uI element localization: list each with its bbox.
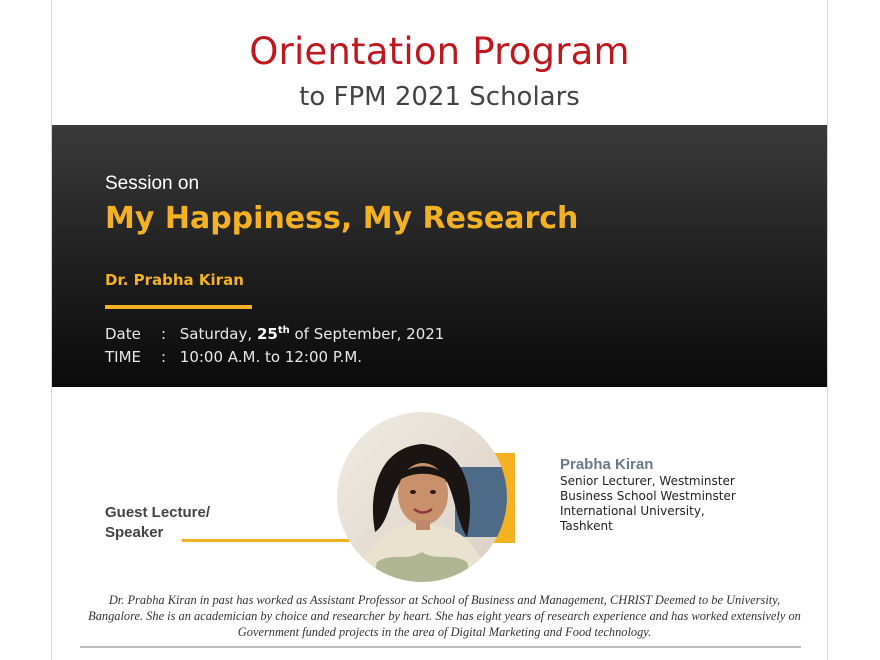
speaker-bio: Dr. Prabha Kiran in past has worked as Assistant Professor at School of Business and Management, CHRIST Deemed to be University, Bangalore. She is an academician by choice and researcher by heart. She has eight years of research experience and has worked extensively on Government funded projects in the area of Digital Marketing and Food technology. bbox=[88, 593, 801, 639]
date-day: 25 bbox=[256, 325, 278, 343]
time-separator: : bbox=[161, 348, 167, 366]
affiliation-line: Business School Westminster bbox=[560, 489, 736, 503]
affiliation-line: Tashkent bbox=[560, 519, 613, 533]
session-intro: Session on bbox=[105, 173, 200, 194]
speaker-name: Prabha Kiran bbox=[560, 456, 654, 473]
speaker-portrait-icon bbox=[337, 412, 507, 582]
date-label: Date bbox=[105, 325, 141, 343]
time-label: TIME bbox=[105, 348, 142, 366]
speaker-affiliation bbox=[560, 474, 760, 534]
date-suffix: th bbox=[277, 325, 290, 336]
date-separator: : bbox=[161, 325, 167, 343]
time-row bbox=[105, 348, 362, 366]
time-value: 10:00 A.M. to 12:00 P.M. bbox=[179, 348, 363, 366]
date-row bbox=[105, 325, 444, 343]
presenter-underline bbox=[105, 305, 252, 309]
guest-role-label bbox=[105, 503, 255, 543]
affiliation-line: Senior Lecturer, Westminster bbox=[560, 474, 735, 488]
presenter-name: Dr. Prabha Kiran bbox=[105, 271, 244, 289]
session-title: My Happiness, My Research bbox=[105, 201, 579, 236]
date-rest: of September, 2021 bbox=[294, 325, 445, 343]
session-banner bbox=[52, 125, 828, 387]
date-weekday: Saturday, bbox=[179, 325, 253, 343]
poster-subtitle: to FPM 2021 Scholars bbox=[299, 82, 580, 112]
affiliation-line: International University, bbox=[560, 504, 705, 518]
guest-role-line1: Guest Lecture/ bbox=[105, 504, 211, 521]
guest-underline bbox=[182, 539, 372, 542]
bottom-divider bbox=[80, 646, 801, 648]
speaker-photo bbox=[337, 412, 507, 582]
poster-title: Orientation Program bbox=[249, 30, 630, 73]
guest-role-line2: Speaker bbox=[105, 524, 164, 541]
event-poster bbox=[51, 0, 828, 660]
